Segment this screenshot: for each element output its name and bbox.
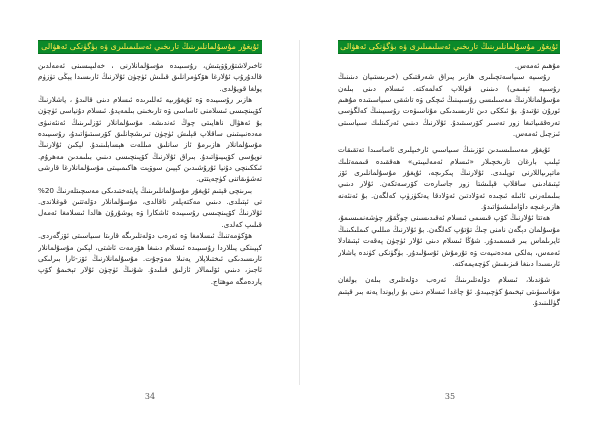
right-paragraph-4: ھەتتا ئۇلارنىڭ كۆپ قىسمى ئىسلام ئەقىدىسىنى چوڭقۇر چۈشەنمىسىمۇ، مۇسۇلمان دېگەن نامنى چىڭ تۇتۇپ كەلگەن. بۇ ئۇلارنىڭ مىللىي كىملىكىنىڭ ئايرىلماس بىر قىسمىدۇر. شۇڭا ئىسلام دىنى ئۇلار ئۈچۈن پەقەت ئېتىقادلا ئەمەس، بەلكى مەدەنىيەت ۋە تۇرمۇش ئۇسۇلىدۇر. بۈگۈنكى كۈندە ياشلار ئارىسىدا دىنغا قىزىقىش كۈچەيمەكتە.	[338, 213, 560, 268]
right-running-head-text: ئۇيغۇر مۇسۇلمانلىرىنىڭ تارىخىي ئەسلىمىلىرى ۋە بۈگۈنكى ئەھۋالى	[340, 42, 558, 51]
right-paragraph-5: شۇندىلا، ئىسلام دۆلەتلىرىنىڭ ئەرەب دۆلەتلىرى بىلەن بولغان مۇناسىۋىتى تېخىمۇ كۈچىيىدۇ. ئۇ چاغدا ئىسلام دىنى بۇ رايوندا يەنە بىر قېتىم گۈللىنىدۇ.	[338, 275, 560, 307]
right-running-head	[338, 40, 560, 54]
left-page-body	[38, 60, 262, 380]
left-running-head-text: ئۇيغۇر مۇسۇلمانلىرىنىڭ تارىخىي ئەسلىمىلىرى ۋە بۈگۈنكى ئەھۋالى	[41, 42, 259, 51]
left-paragraph-1: ئاخىرلاشتۇرۇۋېتىش، رۇسىيىدە مۇسۇلمانلارنى ، خەلىپىسىنى ئەمەلدىن قالدۇرۇپ ئۇلارغا ھۆكۈمرانلىق قىلىش ئۈچۈن ئۇلارنىڭ ئارىسىدا يېڭى تۈزۈم يولغا قويۇلدى.	[38, 61, 262, 93]
right-paragraph-1: مۇھىم ئەمەس.	[514, 61, 560, 70]
right-page-number: 35	[444, 392, 456, 401]
left-paragraph-2: ھازىر رۇسىيىدە ۋە ئۇيغۇرىيە ئەللىرىدە ئىسلام دىنى قالىدۇ ، ياشلارنىڭ كۆپىنچىسى ئىسلامنى ئاساسى ۋە تارىخىنى بىلمەيدۇ. ئىسلام دۇنياسى ئۈچۈن بۇ ئەھۋال ناھايىتى چوڭ ئەندىشە. مۇسۇلمانلار ئۆزلىرىنىڭ ئەنئەنىۋى مەدەنىيىتىنى ساقلاپ قېلىش ئۈچۈن تىرىشچانلىق كۆرسىتىۋاتىدۇ، رۇسىيىدە مۇسۇلمانلار ھازىرمۇ ئاز سانلىق مىللەت ھېسابلىنىدۇ. لېكىن ئۇلارنىڭ نوپۇسى كۆپىيىۋاتىدۇ. بىراق ئۇلارنىڭ كۆپىنچىسى دىنىي بىلىمدىن مەھرۇم. ئىككىنچى دۇنيا ئۇرۇشىدىن كېيىن سوۋېت ھاكىمىيىتى مۇسۇلمانلارغا قارشى تەشۋىقاتنى كۈچەيتتى.	[38, 95, 262, 184]
right-page-body	[338, 60, 560, 380]
left-running-head	[38, 40, 262, 54]
right-paragraph-3: ئۇيغۇر مەسىلىسىدىن ئۆزىنىڭ سىياسىي ئارخىپلىرى ئاساسىدا تەتقىقات ئېلىپ بارغان تارىخچىلار «ئىسلام ئەمەلىيىتى» ھەققىدە قىممەتلىك ماتېرىياللارنى توپلىدى. ئۇلارنىڭ پىكرىچە، ئۇيغۇر مۇسۇلمانلىرى ئۆز ئېتىقادىنى ساقلاپ قېلىشتا زور جاسارەت كۆرسەتكەن. ئۇلار دىنىي بىلىملەرنى ئائىلە ئىچىدە ئەۋلادتىن ئەۋلادقا يەتكۈزۈپ كەلگەن. بۇ ئەنئەنە ھازىرغىچە داۋاملىشىۋاتىدۇ.	[338, 145, 560, 212]
left-paragraph-3: بىرىنچى قېتىم ئۇيغۇر مۇسۇلمانلىرىنىڭ پايتەختىدىكى مەسچىتلەرنىڭ 20% تى ئېتىلدى. دىنىي مەكتەپلەر تاقالدى، مۇسۇلمانلار دۆلەتتىن قوغلاندى. ئۇلارنىڭ كۆپىنچىسى رۇسىيىدە ئاشكارا ۋە يوشۇرۇن ھالدا ئىسلامغا ئەمەل قىلىپ كەلدى.	[38, 185, 262, 229]
right-page	[300, 0, 600, 424]
left-page-number: 34	[144, 392, 156, 401]
left-paragraph-4: ھۆكۈمەتنىڭ ئىسلامغا ۋە ئەرەب دۆلەتلىرىگە قارىتا سىياسىتى ئۆزگەردى. كېيىنكى يىللاردا رۇسىيىدە ئىسلام دىنىغا ھۆرمەت ئاشتى، لېكىن مۇسۇلمانلار ئارىسىدىكى ئىختىلاپلار يەنىلا مەۋجۇت. مۇسۇلمانلارنىڭ ئۆز-ئارا بىرلىكى ئاجىز، دىنىي ئۆلىمالار ئازلىق قىلىدۇ. شۇنىڭ ئۈچۈن ئۇلار تېخىمۇ كۆپ ياردەمگە موھتاج.	[38, 231, 262, 286]
right-paragraph-2: رۇسىيە سىياسەتچىلىرى ھازىر يىراق شەرقتىكى (خىرىستىيان دىنىنىڭ رۇسىيە ئېقىمى) دىنىنى قوللاپ كەلمەكتە. ئىسلام دىنى بىلەن مۇسۇلمانلارنىڭ مەسىلىسى رۇسىيىنىڭ ئىچكى ۋە تاشقى سىياسىتىدە مۇھىم ئورۇن تۇتىدۇ. بۇ ئىككى دىن ئارىسىدىكى مۇناسىۋەت رۇسىيىنىڭ كەلگۈسى تەرەققىياتىغا زور تەسىر كۆرسىتىدۇ. ئۇلارنىڭ دىنىي ئەركىنلىك سىياسىتى ئىزچىل ئەمەس.	[338, 72, 560, 139]
